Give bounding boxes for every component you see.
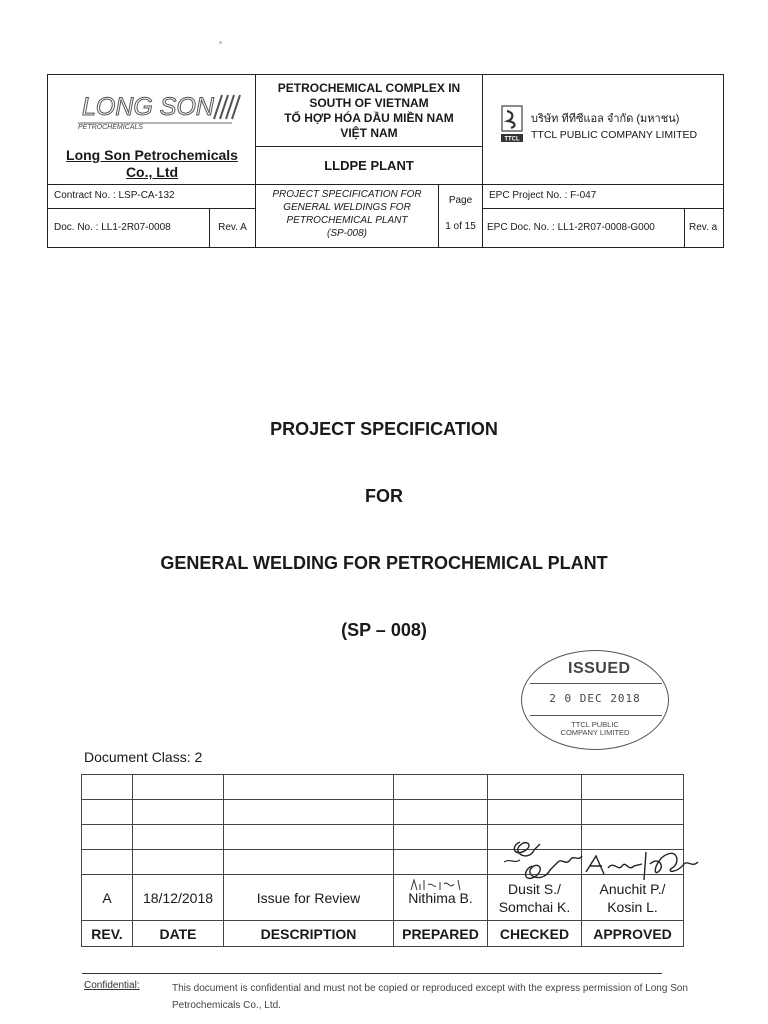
rev-cell: A (82, 875, 133, 921)
prepared-signature (408, 876, 464, 894)
project-title-cell: PETROCHEMICAL COMPLEX IN SOUTH OF VIETNAM TỔ HỢP HÓA DẦU MIỀN NAM VIỆT NAM (256, 75, 483, 147)
epc-project-number: EPC Project No. : F-047 (483, 185, 723, 209)
doc-code: (SP – 008) (341, 620, 427, 640)
epc-revision: Rev. a (689, 222, 718, 233)
scan-mark (219, 41, 222, 44)
ttcl-english-name: TTCL PUBLIC COMPANY LIMITED (531, 129, 698, 141)
confidential-label: Confidential: (84, 980, 140, 991)
contractor-logo-cell (483, 75, 723, 185)
stamp-date: 2 0 DEC 2018 (549, 692, 641, 705)
document-header (47, 74, 724, 248)
ttcl-logo-icon (499, 103, 525, 143)
confidential-notice: This document is confidential and must not be copied or reproduced except with the express permission of Long Son Petrochemicals Co., Ltd. (172, 983, 688, 1011)
checked-signature (500, 836, 584, 890)
header-description: DESCRIPTION (224, 921, 394, 947)
page-number: 1 of 15 (439, 216, 483, 247)
stamp-status: ISSUED (568, 660, 631, 677)
spec-title-cell: PROJECT SPECIFICATION FOR GENERAL WELDINGS FOR PETROCHEMICAL PLANT (SP-008) (256, 185, 439, 247)
contract-number: Contract No. : LSP-CA-132 (48, 185, 256, 209)
footer-divider (82, 973, 662, 974)
page-label: Page (439, 185, 483, 216)
ttcl-thai-name: บริษัท ทีทีซีแอล จำกัด (มหาชน) (531, 113, 680, 125)
date-cell: 18/12/2018 (133, 875, 224, 921)
checked-cell: Dusit S./ Somchai K. (488, 875, 582, 921)
header-approved: APPROVED (582, 921, 684, 947)
revision: Rev. A (210, 209, 256, 247)
document-class: Document Class: 2 (84, 749, 203, 765)
header-prepared: PREPARED (394, 921, 488, 947)
header-checked: CHECKED (488, 921, 582, 947)
table-header-row (82, 921, 684, 947)
prepared-cell: Nithima B. (394, 875, 488, 921)
doc-title-for: FOR (365, 486, 403, 506)
client-logo-cell (48, 75, 256, 185)
company-name: Long Son Petrochemicals Co., Ltd (66, 147, 238, 180)
issued-stamp (521, 650, 669, 750)
table-row (82, 775, 684, 800)
epc-document-number: EPC Doc. No. : LL1-2R07-0008-G000 (483, 209, 685, 247)
approved-cell: Anuchit P./ Kosin L. (582, 875, 684, 921)
stamp-company: TTCL PUBLIC COMPANY LIMITED (560, 720, 630, 737)
plant-name: LLDPE PLANT (256, 147, 483, 185)
doc-title: PROJECT SPECIFICATION (270, 419, 498, 439)
approved-signature (584, 846, 700, 886)
long-son-logo (72, 85, 242, 145)
description-cell: Issue for Review (224, 875, 394, 921)
document-number: Doc. No. : LL1-2R07-0008 (48, 209, 210, 247)
table-row (82, 800, 684, 825)
header-rev: REV. (82, 921, 133, 947)
header-date: DATE (133, 921, 224, 947)
svg-text:TTCL: TTCL (504, 136, 520, 143)
svg-text:PETROCHEMICALS: PETROCHEMICALS (78, 124, 143, 131)
doc-subtitle: GENERAL WELDING FOR PETROCHEMICAL PLANT (160, 553, 608, 573)
svg-text:LONG SON: LONG SON (82, 93, 214, 121)
